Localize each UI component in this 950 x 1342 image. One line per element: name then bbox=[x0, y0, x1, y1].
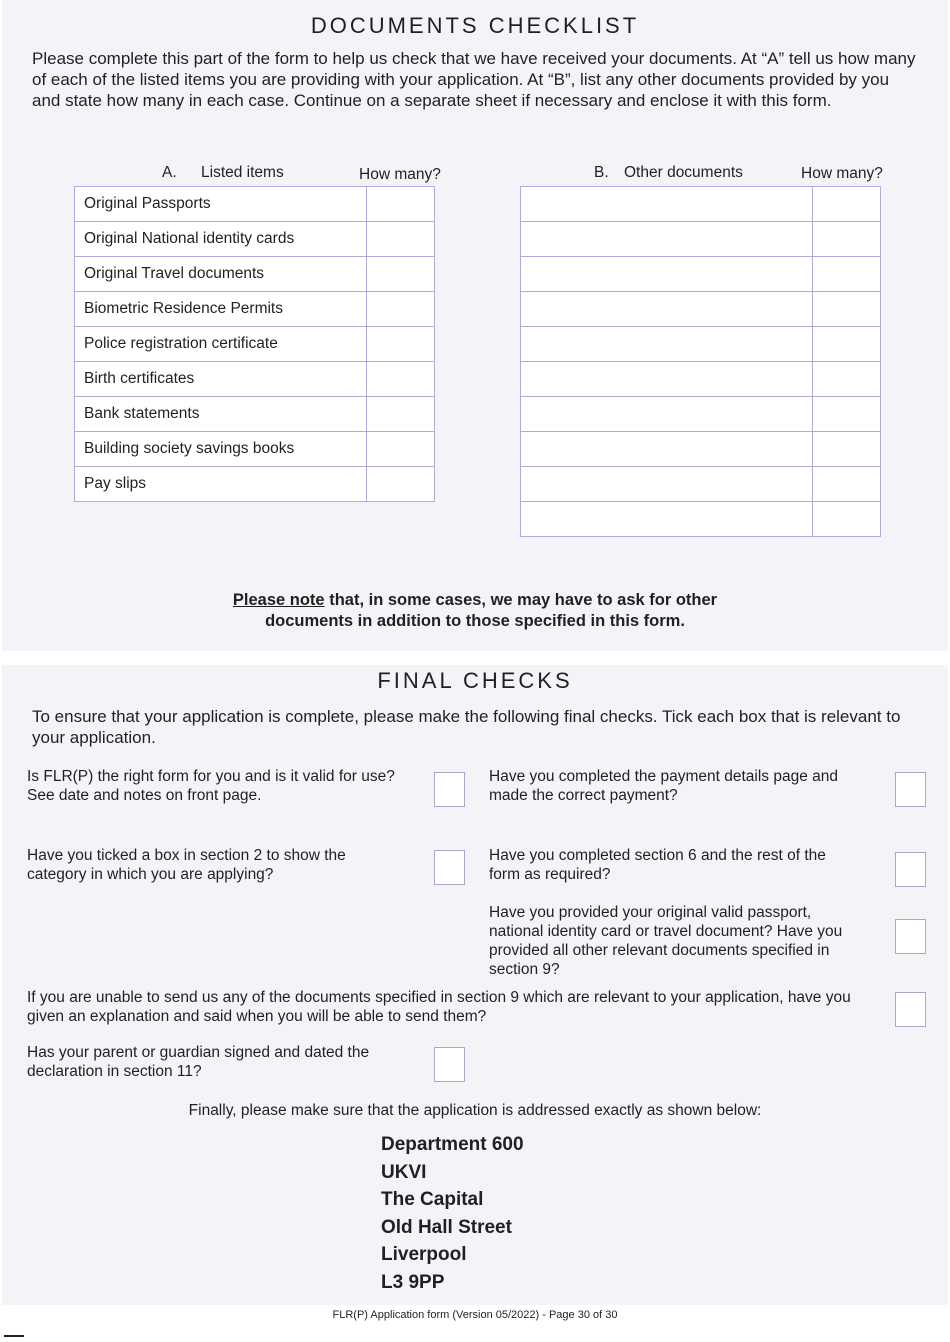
check-question-explanation: If you are unable to send us any of the documents specified in section 9 which are relevant to your application, have you given an explanation and said when you will be able to send them? bbox=[27, 989, 851, 1025]
section-title-documents-checklist: DOCUMENTS CHECKLIST bbox=[310, 13, 640, 38]
table-row bbox=[521, 502, 881, 537]
howmany-input[interactable] bbox=[367, 467, 435, 502]
howmany-input[interactable] bbox=[813, 257, 881, 292]
please-note-text: that, in some cases, we may have to ask for other bbox=[324, 591, 718, 609]
documents-checklist-section bbox=[2, 0, 948, 651]
other-documents-table bbox=[520, 186, 881, 537]
howmany-input[interactable] bbox=[367, 257, 435, 292]
column-a-letter: A. bbox=[162, 164, 177, 181]
table-row bbox=[521, 467, 881, 502]
checkbox-section-6[interactable] bbox=[895, 852, 926, 887]
table-row bbox=[521, 362, 881, 397]
check-question-payment: Have you completed the payment details page and made the correct payment? bbox=[489, 768, 838, 804]
howmany-input[interactable] bbox=[813, 432, 881, 467]
table-row bbox=[521, 397, 881, 432]
other-document-input[interactable] bbox=[521, 292, 813, 327]
address-line: L3 9PP bbox=[381, 1271, 445, 1293]
other-document-input[interactable] bbox=[521, 257, 813, 292]
howmany-input[interactable] bbox=[813, 222, 881, 257]
other-document-input[interactable] bbox=[521, 467, 813, 502]
table-row bbox=[75, 467, 435, 502]
page-footer: FLR(P) Application form (Version 05/2022) - Page 30 of 30 bbox=[332, 1309, 618, 1321]
table-row bbox=[521, 292, 881, 327]
please-note-line2: documents in addition to those specified in this form. bbox=[265, 612, 685, 630]
address-line: Liverpool bbox=[381, 1244, 467, 1265]
listed-item-label: Original Passports bbox=[75, 187, 367, 222]
table-row bbox=[75, 222, 435, 257]
howmany-input[interactable] bbox=[367, 397, 435, 432]
table-row bbox=[521, 432, 881, 467]
howmany-input[interactable] bbox=[813, 327, 881, 362]
other-document-input[interactable] bbox=[521, 502, 813, 537]
checkbox-form-valid[interactable] bbox=[434, 772, 465, 807]
checkbox-category[interactable] bbox=[434, 850, 465, 885]
howmany-input[interactable] bbox=[367, 432, 435, 467]
table-row bbox=[75, 432, 435, 467]
column-b-label: Other documents bbox=[624, 164, 743, 181]
checkbox-payment[interactable] bbox=[895, 772, 926, 807]
table-row bbox=[521, 327, 881, 362]
checkbox-explanation[interactable] bbox=[895, 992, 926, 1027]
check-question-form-valid: Is FLR(P) the right form for you and is it valid for use? See date and notes on front page. bbox=[27, 768, 395, 804]
address-line: The Capital bbox=[381, 1189, 484, 1210]
howmany-input[interactable] bbox=[367, 222, 435, 257]
other-document-input[interactable] bbox=[521, 397, 813, 432]
column-a-howmany: How many? bbox=[359, 166, 441, 183]
howmany-input[interactable] bbox=[813, 467, 881, 502]
check-question-category: Have you ticked a box in section 2 to show the category in which you are applying? bbox=[27, 847, 346, 883]
please-note bbox=[2, 590, 948, 611]
table-row bbox=[75, 327, 435, 362]
howmany-input[interactable] bbox=[813, 187, 881, 222]
checkbox-declaration[interactable] bbox=[434, 1047, 465, 1082]
check-question-declaration: Has your parent or guardian signed and dated the declaration in section 11? bbox=[27, 1044, 370, 1080]
howmany-input[interactable] bbox=[813, 362, 881, 397]
listed-item-label: Police registration certificate bbox=[75, 327, 367, 362]
howmany-input[interactable] bbox=[813, 292, 881, 327]
other-document-input[interactable] bbox=[521, 187, 813, 222]
table-row bbox=[75, 292, 435, 327]
howmany-input[interactable] bbox=[367, 362, 435, 397]
howmany-input[interactable] bbox=[367, 327, 435, 362]
column-b-letter: B. bbox=[594, 164, 609, 181]
final-checks-intro: To ensure that your application is complete, please make the following final checks. Tick each box that is relevant to your application. bbox=[32, 707, 901, 747]
other-document-input[interactable] bbox=[521, 432, 813, 467]
edge-mark bbox=[4, 1335, 24, 1337]
column-a-label: Listed items bbox=[201, 164, 284, 181]
other-document-input[interactable] bbox=[521, 222, 813, 257]
table-row bbox=[521, 187, 881, 222]
documents-intro: Please complete this part of the form to help us check that we have received your documents. At “A” tell us how many of each of the listed items you are providing with your application. At “B”, list any other documents provided by you and state how many in each case. Continue on a separate sheet if necessary and enclose it with this form. bbox=[32, 49, 916, 110]
please-note-underlined: Please note bbox=[232, 591, 325, 609]
table-row bbox=[75, 397, 435, 432]
table-row bbox=[75, 187, 435, 222]
listed-item-label: Bank statements bbox=[75, 397, 367, 432]
howmany-input[interactable] bbox=[813, 502, 881, 537]
check-question-documents: Have you provided your original valid passport, national identity card or travel document? Have you provided all other relevant documents specified in section 9? bbox=[489, 904, 843, 978]
howmany-input[interactable] bbox=[813, 397, 881, 432]
check-question-section-6: Have you completed section 6 and the rest of the form as required? bbox=[489, 847, 826, 883]
listed-item-label: Original National identity cards bbox=[75, 222, 367, 257]
table-row bbox=[75, 257, 435, 292]
address-line: Department 600 bbox=[381, 1134, 524, 1155]
column-b-howmany: How many? bbox=[801, 165, 883, 182]
address-intro: Finally, please make sure that the application is addressed exactly as shown below: bbox=[188, 1102, 762, 1119]
listed-item-label: Biometric Residence Permits bbox=[75, 292, 367, 327]
other-document-input[interactable] bbox=[521, 327, 813, 362]
table-row bbox=[521, 222, 881, 257]
listed-items-table bbox=[74, 186, 435, 502]
listed-item-label: Original Travel documents bbox=[75, 257, 367, 292]
howmany-input[interactable] bbox=[367, 292, 435, 327]
listed-item-label: Building society savings books bbox=[75, 432, 367, 467]
howmany-input[interactable] bbox=[367, 187, 435, 222]
checkbox-documents[interactable] bbox=[895, 919, 926, 954]
final-checks-section bbox=[2, 665, 948, 1305]
listed-item-label: Birth certificates bbox=[75, 362, 367, 397]
listed-item-label: Pay slips bbox=[75, 467, 367, 502]
table-row bbox=[75, 362, 435, 397]
section-title-final-checks: FINAL CHECKS bbox=[377, 668, 573, 693]
table-row bbox=[521, 257, 881, 292]
address-line: UKVI bbox=[381, 1161, 427, 1183]
address-line: Old Hall Street bbox=[381, 1216, 512, 1238]
other-document-input[interactable] bbox=[521, 362, 813, 397]
